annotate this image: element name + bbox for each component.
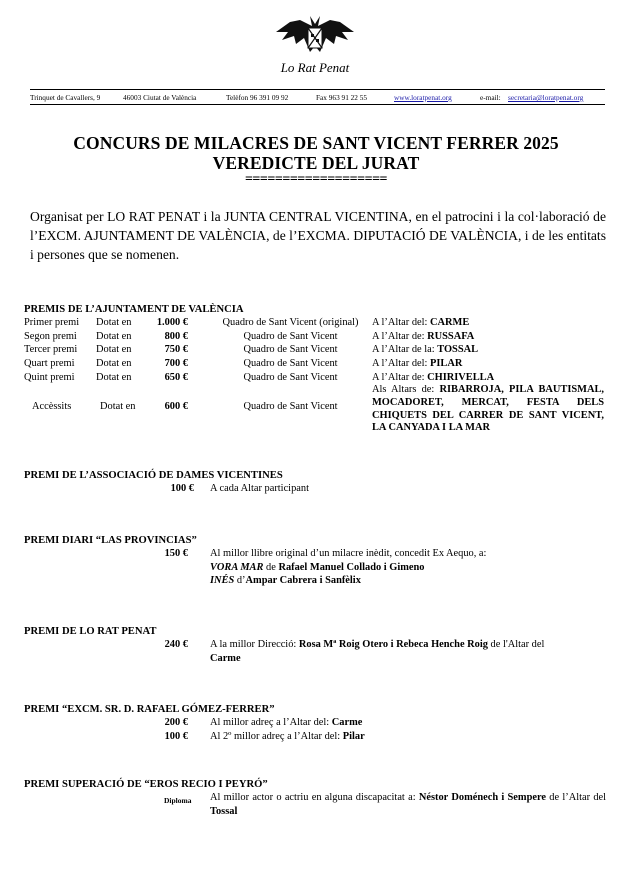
prize-altar <box>372 357 462 371</box>
prize-amount: 240 € <box>164 639 188 650</box>
accessits-altars <box>372 384 604 434</box>
prize-description: Quadro de Sant Vicent <box>243 344 338 356</box>
work-de: d’ <box>234 575 246 586</box>
work-title: VORA MAR <box>210 561 264 573</box>
dotat-label: Dotat en <box>96 344 132 356</box>
prize-amount: 100 € <box>170 483 194 494</box>
prize-line <box>24 482 609 496</box>
prize-amount: 800 € <box>164 330 188 342</box>
subtitle: VEREDICTE DEL JURAT <box>212 153 420 173</box>
header-rule-top <box>30 89 605 90</box>
prize-amount: 600 € <box>164 401 188 413</box>
prize-text: A cada Altar participant <box>210 483 309 494</box>
prize-name: Primer premi <box>24 317 80 328</box>
prize-name: Accèssits <box>32 401 72 413</box>
contact-line <box>30 93 605 102</box>
altars-list: RIBARROJA, PILA BAUTISMAL, MOCADORET, MERCAT, FESTA DELS CHIQUETS DEL CARRER DE SANT VICENT, LA CANYADA I LA MAR <box>372 384 604 434</box>
altar-prefix: A l’Altar de: <box>372 371 428 383</box>
email-label: e-mail: <box>480 93 501 102</box>
prize-line <box>24 716 609 730</box>
prize-amount: 200 € <box>164 717 188 728</box>
altar-name: RUSSAFA <box>427 330 475 342</box>
prize-amount: 1.000 € <box>156 317 188 328</box>
prize-line <box>24 791 609 819</box>
work-title: INÉS <box>210 575 235 586</box>
prize-name: Quart premi <box>24 358 75 370</box>
altar-prefix: A l’Altar de: <box>372 330 428 342</box>
section-superacio <box>24 779 609 819</box>
main-title: CONCURS DE MILACRES DE SANT VICENT FERRER 2025 <box>73 133 559 153</box>
prize-row <box>24 330 609 344</box>
prize-row <box>24 371 609 385</box>
prize-row <box>24 316 609 330</box>
prize-line <box>24 547 609 561</box>
logo-text: Lo Rat Penat <box>280 60 350 75</box>
altar-name: Tossal <box>210 805 238 817</box>
prize-description: Quadro de Sant Vicent <box>243 401 338 413</box>
prize-name: Segon premi <box>24 330 77 342</box>
section-heading: PREMIS DE L’AJUNTAMENT DE VALÈNCIA <box>24 304 244 315</box>
address: Trinquet de Cavallers, 9 <box>30 93 101 102</box>
prize-altar <box>372 330 474 344</box>
section-dames <box>24 470 609 496</box>
prize-amount: 150 € <box>164 548 188 559</box>
section-heading: PREMI “EXCM. SR. D. RAFAEL GÓMEZ-FERRER” <box>24 704 275 715</box>
prize-amount: 700 € <box>164 358 188 370</box>
work-line <box>24 574 609 588</box>
dotat-label: Dotat en <box>96 330 132 342</box>
winner-names: Rosa Mª Roig Otero i Rebeca Henche Roig <box>298 639 488 650</box>
postal-city: 46003 Ciutat de València <box>123 93 197 102</box>
prize-name: Tercer premi <box>24 344 78 356</box>
prize-altar <box>372 343 478 357</box>
section-heading: PREMI SUPERACIÓ DE “EROS RECIO I PEYRÓ” <box>24 779 268 790</box>
prize-altar <box>372 316 469 330</box>
altar-name: Carme <box>331 717 363 728</box>
accessits-row <box>24 384 609 434</box>
prize-text-prefix: Al millor actor o actriu en alguna discapacitat a: <box>210 792 419 803</box>
altar-prefix: A l’Altar de la: <box>372 344 438 356</box>
prize-description: Quadro de Sant Vicent <box>243 371 338 383</box>
prize-text-suffix: de l’Altar del <box>546 792 607 803</box>
section-heading: PREMI DIARI “LAS PROVINCIAS” <box>24 535 197 546</box>
section-heading: PREMI DE LO RAT PENAT <box>24 626 157 637</box>
altar-name: CARME <box>430 317 470 328</box>
prize-description: Quadro de Sant Vicent <box>243 358 338 370</box>
altar-prefix: A l’Altar del: <box>372 358 431 370</box>
prize-amount: 100 € <box>164 730 188 742</box>
prize-text-prefix: Al 2º millor adreç a l’Altar del: <box>210 730 343 742</box>
prize-row <box>24 343 609 357</box>
fax: Fax 963 91 22 55 <box>316 93 368 102</box>
dotat-label: Dotat en <box>100 401 136 413</box>
section-provincias <box>24 535 609 588</box>
altar-name: Pilar <box>342 730 365 742</box>
altar-name: TOSSAL <box>437 344 479 356</box>
prize-text <box>210 791 606 818</box>
altar-name: CHIRIVELLA <box>427 371 495 383</box>
title-underline: =================== <box>244 172 388 187</box>
prize-text <box>210 638 606 665</box>
section-ratpenat <box>24 626 609 665</box>
section-ajuntament <box>24 304 609 434</box>
work-line <box>24 561 609 575</box>
award-type: Diploma <box>164 796 192 805</box>
prize-text-prefix: Al millor adreç a l’Altar del: <box>210 717 332 728</box>
phone: Telèfon 96 391 09 92 <box>226 93 289 102</box>
prize-line <box>24 638 609 665</box>
altars-prefix: Als Altars de: <box>372 384 440 396</box>
dotat-label: Dotat en <box>96 317 132 328</box>
work-de: de <box>263 561 279 573</box>
section-heading: PREMI DE L’ASSOCIACIÓ DE DAMES VICENTINES <box>24 470 283 481</box>
work-1 <box>210 561 424 575</box>
email-link[interactable]: secretaria@loratpenat.org <box>508 93 584 102</box>
prize-description: Quadro de Sant Vicent (original) <box>222 317 359 328</box>
prize-altar <box>372 371 494 385</box>
altar-name: PILAR <box>430 358 463 370</box>
dotat-label: Dotat en <box>96 358 132 370</box>
dotat-label: Dotat en <box>96 371 132 383</box>
altar-name: Carme <box>210 652 241 664</box>
work-author: Rafael Manuel Collado i Gimeno <box>278 561 425 573</box>
winner-name: Néstor Doménech i Sempere <box>418 792 547 803</box>
website-link[interactable]: www.loratpenat.org <box>394 93 452 102</box>
section-gomez-ferrer <box>24 704 609 743</box>
prize-text-prefix: A la millor Direcció: <box>210 639 299 650</box>
prize-amount: 750 € <box>164 344 188 356</box>
altar-prefix: A l’Altar del: <box>372 317 431 328</box>
prize-text: Al millor llibre original d’un milacre inèdit, concedit Ex Aequo, a: <box>210 548 487 559</box>
prize-text <box>210 730 365 744</box>
work-author: Ampar Cabrera i Sanfèlix <box>245 575 361 586</box>
work-2 <box>210 574 361 588</box>
prize-name: Quint premi <box>24 371 75 383</box>
prize-amount: 650 € <box>164 371 188 383</box>
header-rule-bottom <box>30 104 605 105</box>
prize-description: Quadro de Sant Vicent <box>243 330 338 342</box>
prize-text-suffix: de l'Altar del <box>487 639 545 650</box>
prize-line <box>24 730 609 744</box>
prize-row <box>24 357 609 371</box>
intro-paragraph: Organisat per LO RAT PENAT i la JUNTA CENTRAL VICENTINA, en el patrocini i la col·laboració de l’EXCM. AJUNTAMENT DE VALÈNCIA, de l’EXCMA. DIPUTACIÓ DE VALÈNCIA, i de les entitats i persones que se nomenen. <box>30 209 606 262</box>
prize-text <box>210 716 362 730</box>
